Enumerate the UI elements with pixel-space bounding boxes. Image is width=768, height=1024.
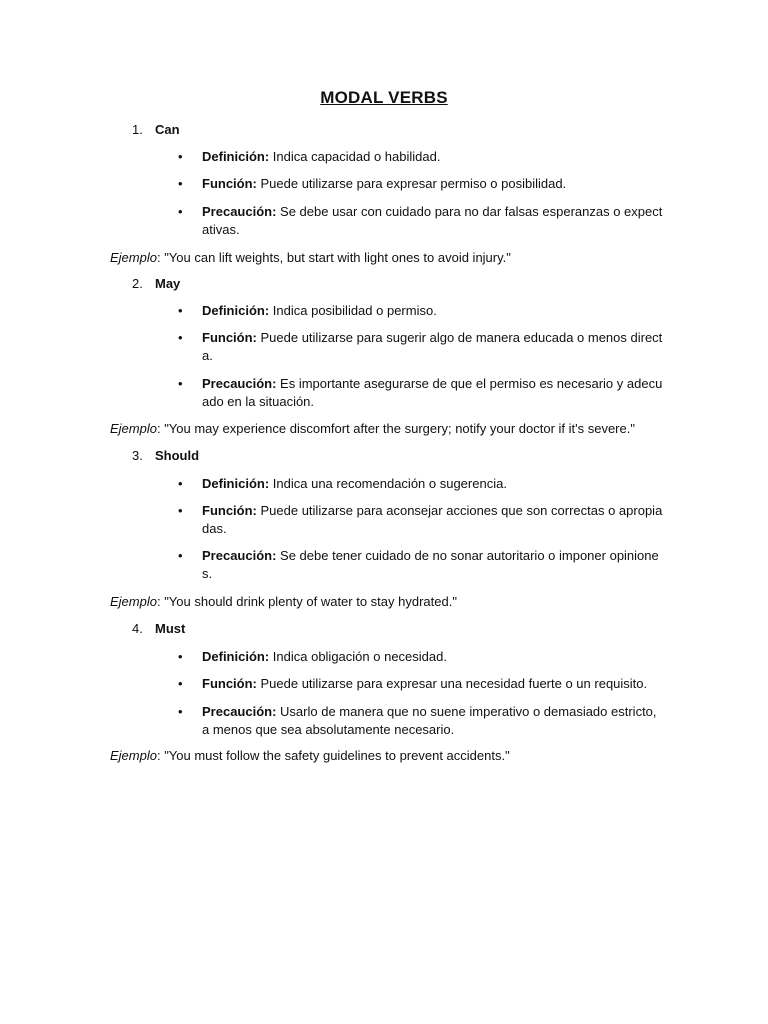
section-name: May — [155, 276, 181, 291]
example-text: : "You can lift weights, but start with light ones to avoid injury." — [156, 250, 511, 265]
section-may-heading — [132, 275, 180, 293]
item-text: Puede utilizarse para expresar permiso o posibilidad. — [256, 176, 567, 191]
item-label: Definición: — [202, 649, 270, 664]
item-label: Precaución: — [202, 204, 277, 219]
list-item-should-definicion — [178, 475, 664, 493]
bullet-icon: • — [178, 649, 183, 664]
item-label: Definición: — [202, 149, 270, 164]
item-text: Indica una recomendación o sugerencia. — [269, 476, 507, 491]
item-label: Función: — [202, 176, 257, 191]
list-item-should-precaucion — [178, 547, 664, 583]
section-should-heading — [132, 447, 199, 465]
bullet-icon: • — [178, 676, 183, 691]
bullet-icon: • — [178, 303, 183, 318]
list-item-may-definicion — [178, 302, 664, 320]
example-label: Ejemplo — [110, 748, 157, 763]
example-label: Ejemplo — [110, 594, 157, 609]
section-number: 1. — [132, 122, 143, 137]
bullet-icon: • — [178, 204, 183, 219]
item-text: Puede utilizarse para expresar una necesidad fuerte o un requisito. — [256, 676, 648, 691]
item-text: Usarlo de manera que no suene imperativo o demasiado estricto, a menos que sea absolutamente necesario. — [202, 704, 657, 737]
section-can-heading — [132, 121, 180, 139]
example-can — [110, 249, 710, 267]
item-text: Se debe usar con cuidado para no dar falsas esperanzas o expectativas. — [202, 204, 663, 237]
section-number: 4. — [132, 621, 143, 636]
list-item-can-definicion — [178, 148, 664, 166]
example-text: : "You should drink plenty of water to stay hydrated." — [156, 594, 457, 609]
bullet-icon: • — [178, 330, 183, 345]
list-item-may-funcion — [178, 329, 664, 365]
list-item-should-funcion — [178, 502, 664, 538]
bullet-icon: • — [178, 176, 183, 191]
example-may — [110, 420, 710, 438]
page-title: MODAL VERBS — [320, 88, 448, 107]
section-number: 3. — [132, 448, 143, 463]
item-text: Puede utilizarse para sugerir algo de manera educada o menos directa. — [202, 330, 663, 363]
bullet-icon: • — [178, 704, 183, 719]
bullet-icon: • — [178, 548, 183, 563]
bullet-icon: • — [178, 149, 183, 164]
section-name: Should — [155, 448, 200, 463]
item-label: Precaución: — [202, 704, 277, 719]
item-text: Indica posibilidad o permiso. — [269, 303, 437, 318]
item-text: Es importante asegurarse de que el permiso es necesario y adecuado en la situación. — [202, 376, 663, 409]
example-should — [110, 593, 710, 611]
list-item-must-definicion — [178, 648, 664, 666]
item-label: Función: — [202, 503, 257, 518]
bullet-icon: • — [178, 503, 183, 518]
item-label: Definición: — [202, 303, 270, 318]
section-name: Must — [155, 621, 186, 636]
list-item-may-precaucion — [178, 375, 664, 411]
example-must — [110, 747, 710, 765]
section-number: 2. — [132, 276, 143, 291]
item-text: Puede utilizarse para aconsejar acciones que son correctas o apropiadas. — [202, 503, 663, 536]
list-item-can-precaucion — [178, 203, 664, 239]
section-must-heading — [132, 620, 185, 638]
item-text: Indica obligación o necesidad. — [269, 649, 447, 664]
item-label: Función: — [202, 330, 257, 345]
list-item-must-precaucion — [178, 703, 664, 739]
example-text: : "You must follow the safety guidelines to prevent accidents." — [156, 748, 510, 763]
example-text: : "You may experience discomfort after the surgery; notify your doctor if it's severe." — [156, 421, 635, 436]
list-item-can-funcion — [178, 175, 664, 193]
item-label: Precaución: — [202, 548, 277, 563]
example-label: Ejemplo — [110, 421, 157, 436]
example-label: Ejemplo — [110, 250, 157, 265]
item-label: Definición: — [202, 476, 270, 491]
list-item-must-funcion — [178, 675, 664, 693]
item-text: Indica capacidad o habilidad. — [269, 149, 441, 164]
item-label: Precaución: — [202, 376, 277, 391]
item-label: Función: — [202, 676, 257, 691]
section-name: Can — [155, 122, 180, 137]
item-text: Se debe tener cuidado de no sonar autoritario o imponer opiniones. — [202, 548, 659, 581]
bullet-icon: • — [178, 476, 183, 491]
bullet-icon: • — [178, 376, 183, 391]
